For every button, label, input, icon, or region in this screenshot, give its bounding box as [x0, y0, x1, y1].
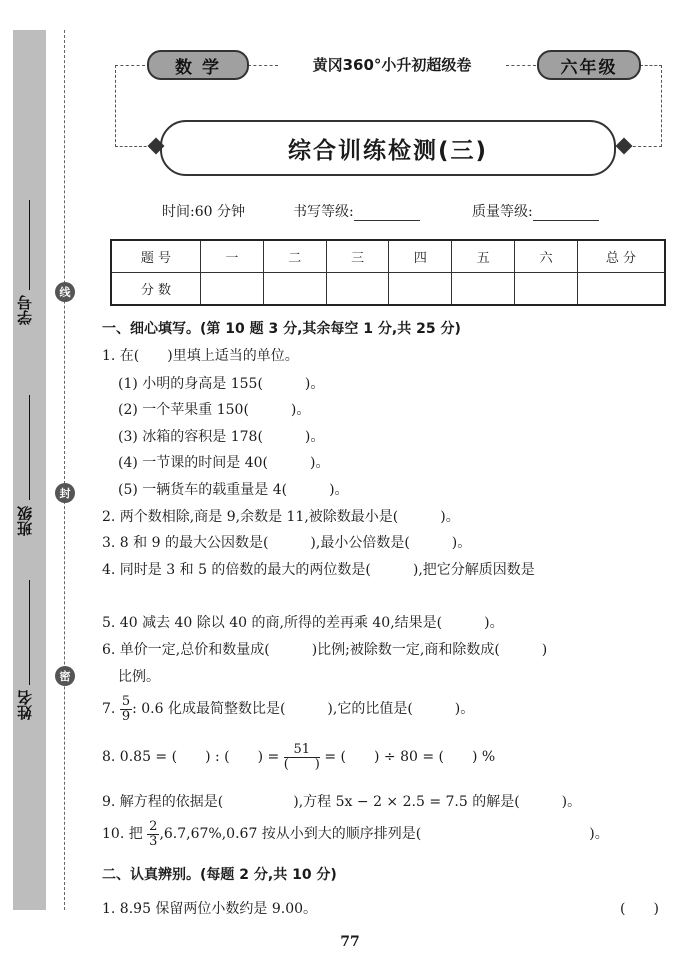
- fraction-51-over-blank: [284, 743, 320, 771]
- score-cell: [452, 273, 515, 306]
- question-4: 4. 同时是 3 和 5 的倍数的最大的两位数是( ),把它分解质因数是: [102, 562, 535, 578]
- grade-badge: 六年级: [537, 50, 641, 80]
- seal-mark-line: 线: [55, 282, 75, 302]
- series-title: 黄冈360°小升初超级卷: [312, 56, 472, 74]
- seal-mark-seal: 封: [55, 483, 75, 503]
- score-row-label: 分 数: [111, 273, 201, 306]
- question-10-text: ,6.7,67%,0.6̇7̇ 按从小到大的顺序排列是( )。: [159, 826, 609, 843]
- header-dashed-line-mid-right: [506, 65, 536, 66]
- judge-answer-blank: ( ): [620, 901, 659, 917]
- fraction-denominator: ( ): [283, 756, 320, 772]
- judge-question-1: 1. 8.9̇5̇ 保留两位小数约是 9.00。: [102, 901, 318, 917]
- question-6-continued: 比例。: [118, 669, 160, 685]
- fraction-numerator: 2: [149, 819, 158, 834]
- binding-label-class: 班级: [16, 506, 34, 536]
- page-number: 77: [340, 934, 360, 950]
- score-cell: [326, 273, 389, 306]
- score-header-cell: 二: [263, 240, 326, 273]
- question-8-text-b: = ( ) ÷ 80 = ( ) %: [324, 749, 496, 766]
- fraction-five-ninths: [120, 695, 132, 723]
- score-table-score-row: [111, 273, 665, 306]
- writing-grade: [293, 201, 420, 221]
- diamond-ornament-right: [616, 138, 633, 155]
- quality-grade-blank: [533, 206, 599, 221]
- question-8-text-a: 8. 0.85 = ( ) : ( ) =: [102, 749, 280, 766]
- header-dashed-line-left: [115, 65, 145, 66]
- seal-mark-secret: 密: [55, 666, 75, 686]
- binding-line-name: [29, 580, 30, 685]
- question-1-4: (4) 一节课的时间是 40( )。: [118, 455, 330, 471]
- question-9: 9. 解方程的依据是( ),方程 5x − 2 × 2.5 = 7.5 的解是( )。: [102, 794, 582, 810]
- writing-grade-label: 书写等级:: [293, 204, 354, 220]
- question-1-2: (2) 一个苹果重 150( )。: [118, 402, 311, 418]
- question-2: 2. 两个数相除,商是 9,余数是 11,被除数最小是( )。: [102, 509, 460, 525]
- question-5: 5. 40 减去 40 除以 40 的商,所得的差再乘 40,结果是( )。: [102, 615, 504, 631]
- score-cell: [263, 273, 326, 306]
- header-dashed-line-right: [640, 65, 662, 66]
- score-header-cell: 四: [389, 240, 452, 273]
- question-3: 3. 8 和 9 的最大公因数是( ),最小公倍数是( )。: [102, 535, 472, 551]
- fold-dashed-line: [64, 30, 65, 910]
- question-10-number: 10. 把: [102, 826, 143, 843]
- score-header-cell: 五: [452, 240, 515, 273]
- score-header-cell: 总 分: [578, 240, 666, 273]
- binding-line-class: [29, 395, 30, 500]
- binding-label-name: 姓名: [16, 690, 34, 720]
- question-7-number: 7.: [102, 701, 116, 718]
- header-dashed-line-mid-left: [248, 65, 278, 66]
- time-limit: 时间:60 分钟: [162, 204, 245, 220]
- score-cell: [515, 273, 578, 306]
- quality-grade-label: 质量等级:: [472, 204, 533, 220]
- quality-grade: [472, 201, 599, 221]
- binding-label-student-id: 学号: [16, 295, 34, 325]
- header-dashed-drop-right: [661, 65, 662, 147]
- binding-line-student-id: [29, 200, 30, 290]
- question-1-5: (5) 一辆货车的载重量是 4( )。: [118, 482, 349, 498]
- writing-grade-blank: [354, 206, 420, 221]
- question-10: [102, 820, 609, 848]
- question-1-1: (1) 小明的身高是 155( )。: [118, 376, 325, 392]
- question-8: [102, 743, 495, 771]
- header-dashed-drop-left: [115, 65, 116, 147]
- score-table-header-row: [111, 240, 665, 273]
- section1-heading: 一、细心填写。(第 10 题 3 分,其余每空 1 分,共 25 分): [102, 321, 461, 337]
- score-header-cell: 题 号: [111, 240, 201, 273]
- fraction-numerator: 5: [121, 694, 131, 709]
- section2-heading: 二、认真辨别。(每题 2 分,共 10 分): [102, 867, 337, 883]
- score-header-cell: 三: [326, 240, 389, 273]
- fraction-numerator: 51: [284, 743, 320, 758]
- fraction-denominator: 9: [121, 708, 131, 724]
- score-cell: [578, 273, 666, 306]
- question-7: [102, 695, 474, 723]
- score-table: [110, 239, 666, 306]
- score-cell: [389, 273, 452, 306]
- question-7-text: : 0.6 化成最简整数比是( ),它的比值是( )。: [132, 701, 475, 718]
- question-6: 6. 单价一定,总价和数量成( )比例;被除数一定,商和除数成( ): [102, 642, 548, 658]
- question-1: 1. 在( )里填上适当的单位。: [102, 348, 299, 364]
- score-cell: [201, 273, 264, 306]
- subject-badge: 数 学: [147, 50, 249, 80]
- test-title: 综合训练检测(三): [160, 120, 616, 176]
- question-1-3: (3) 冰箱的容积是 178( )。: [118, 429, 325, 445]
- fraction-two-thirds: [147, 820, 159, 848]
- score-header-cell: 一: [201, 240, 264, 273]
- fraction-denominator: 3: [149, 833, 158, 849]
- score-header-cell: 六: [515, 240, 578, 273]
